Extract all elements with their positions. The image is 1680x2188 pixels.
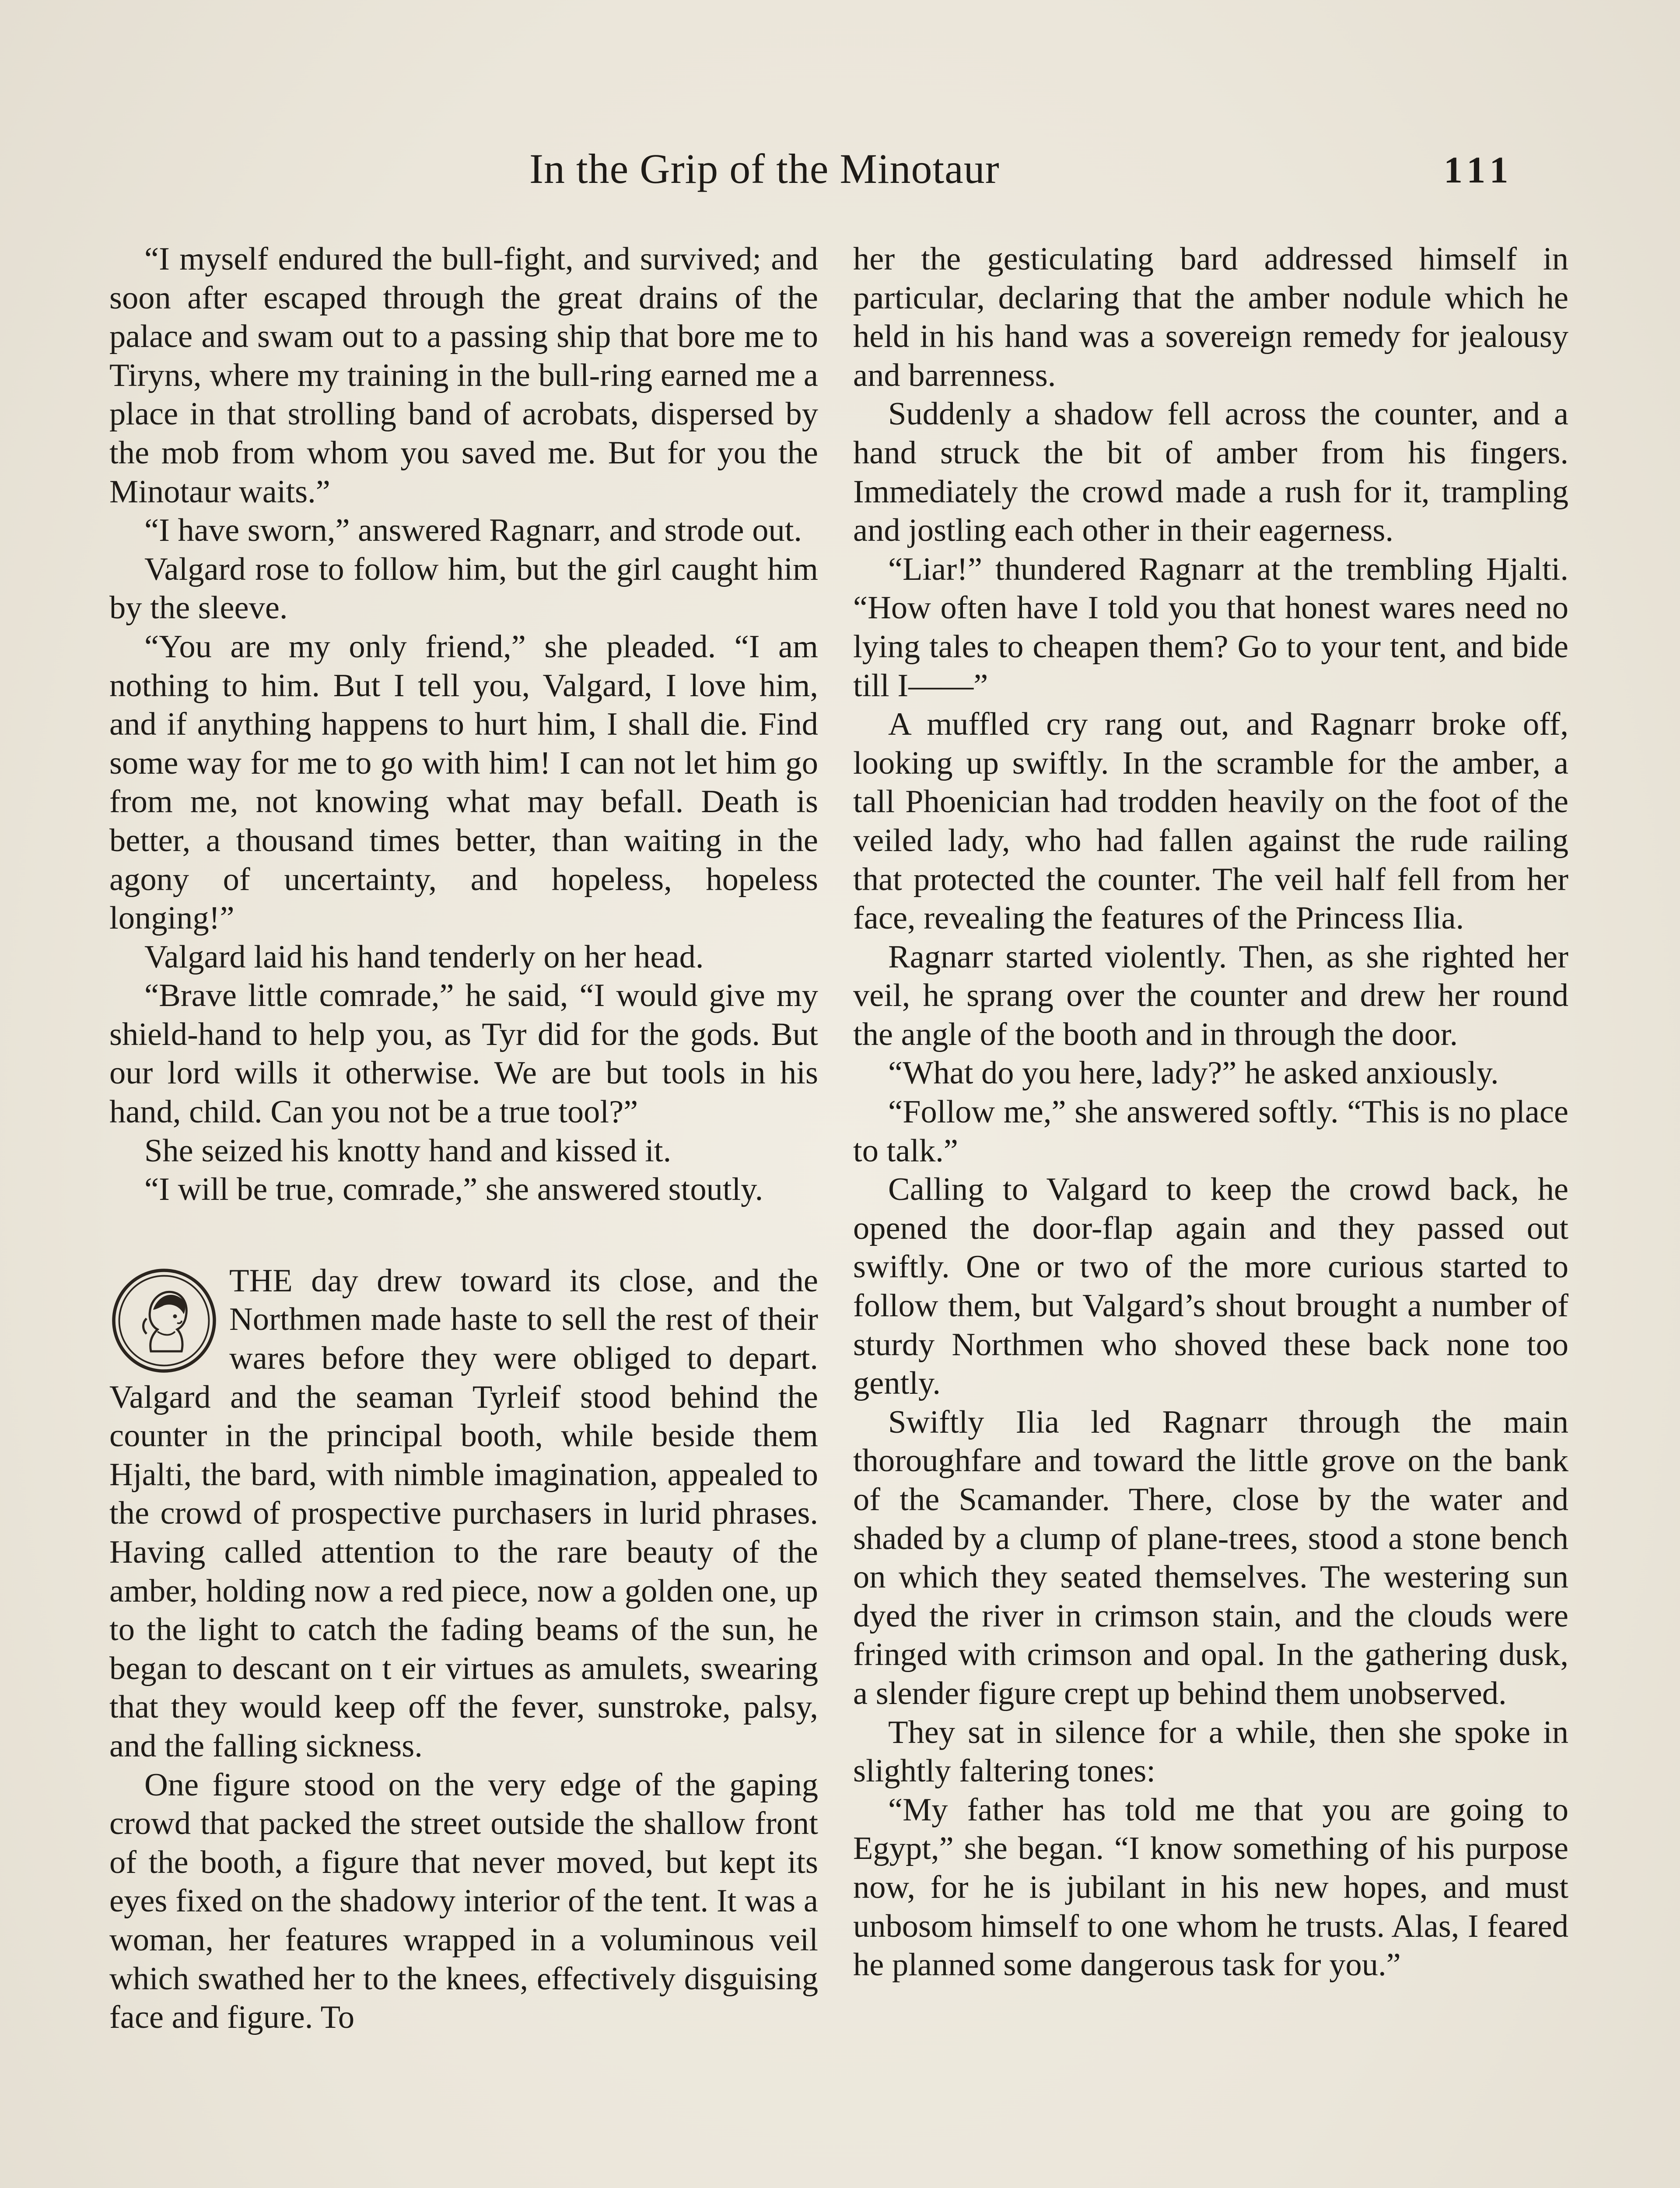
- paragraph: “I myself endured the bull-fight, and survived; and soon after escaped through the great drains of the palace and swam out to a passing ship that bore me to Tiryns, where my training in the bull-ring earned me a place in that strolling band of acrobats, dispersed by the mob from whom you saved me. But for you the Minotaur waits.”: [109, 241, 818, 510]
- paragraph: “Brave little comrade,” he said, “I would give my shield-hand to help you, as Tyr did for the gods. But our lord wills it otherwise. We are but tools in his hand, child. Can you not be a true tool?”: [109, 978, 818, 1130]
- paragraph: Valgard rose to follow him, but the girl caught him by the sleeve.: [109, 551, 818, 626]
- dropcap-section: [109, 1262, 818, 1766]
- paragraph: “Follow me,” she answered softly. “This is no place to talk.”: [853, 1094, 1568, 1169]
- paragraph: She seized his knotty hand and kissed it.: [144, 1133, 672, 1169]
- cameo-head-ornament-icon: [109, 1266, 219, 1375]
- dropcap-paragraph: THE day drew toward its close, and the Northmen made haste to sell the rest of their wares before they were obliged to depart. Valgard and the seaman Tyrleif stood behind the counter in the principal booth, while beside them Hjalti, the bard, with nimble imagination, appealed to the crowd of prospective purchasers in lurid phrases. Having called attention to the rare beauty of the amber, holding now a red piece, now a golden one, up to the light to catch the fading beams of the sun, he began to descant on t eir virtues as amulets, swearing that they would keep off the fever, sunstroke, palsy, and the falling sickness.: [109, 1262, 818, 1764]
- paragraph-continuation: her the gesticulating bard addressed himself in particular, declaring that the amber nodule which he held in his hand was a sovereign remedy for jealousy and barrenness.: [853, 241, 1568, 393]
- paragraph: Swiftly Ilia led Ragnarr through the main thoroughfare and toward the little grove on the bank of the Scamander. There, close by the water and shaded by a clump of plane-trees, stood a stone bench on which they seated themselves. The westering sun dyed the river in crimson stain, and the clouds were fringed with crimson and opal. In the gathering dusk, a slender figure crept up behind them unobserved.: [853, 1404, 1568, 1711]
- paragraph: Valgard laid his hand tenderly on her head.: [144, 939, 704, 975]
- paragraph: “What do you here, lady?” he asked anxiously.: [888, 1055, 1499, 1091]
- paragraph: Ragnarr started violently. Then, as she righted her veil, he sprang over the counter and drew her round the angle of the booth and in through the door.: [853, 939, 1568, 1052]
- paragraph: One figure stood on the very edge of the gaping crowd that packed the street outside the shallow front of the booth, a figure that never moved, but kept its eyes fixed on the shadowy interior of the tent. It was a woman, her features wrapped in a voluminous veil which swathed her to the knees, effectively disguising face and figure. To: [109, 1767, 818, 2036]
- paragraph: They sat in silence for a while, then she spoke in slightly faltering tones:: [853, 1714, 1568, 1789]
- paragraph: “I will be true, comrade,” she answered stoutly.: [144, 1171, 763, 1208]
- paragraph: “I have sworn,” answered Ragnarr, and strode out.: [144, 512, 802, 549]
- paragraph: A muffled cry rang out, and Ragnarr broke off, looking up swiftly. In the scramble for the amber, a tall Phoenician had trodden heavily on the foot of the veiled lady, who had fallen against the rude railing that protected the counter. The veil half fell from her face, revealing the features of the Princess Ilia.: [853, 706, 1568, 936]
- running-head: In the Grip of the Minotaur: [529, 145, 1000, 192]
- paragraph: Calling to Valgard to keep the crowd back, he opened the door-flap again and they passed out swiftly. One or two of the more curious started to follow them, but Valgard’s shout brought a number of sturdy Northmen who shoved these back none too gently.: [853, 1171, 1568, 1402]
- page-header: [0, 144, 1680, 201]
- page-number: 111: [1444, 149, 1515, 191]
- paragraph: “My father has told me that you are going to Egypt,” she began. “I know something of his purpose now, for he is jubilant in his new hopes, and must unbosom himself to one whom he trusts. Alas, I feared he planned some dangerous task for you.”: [853, 1792, 1568, 1983]
- right-column: [853, 240, 1568, 1985]
- left-column: [109, 240, 818, 2037]
- paragraph: Suddenly a shadow fell across the counter, and a hand struck the bit of amber from his fingers. Immediately the crowd made a rush for it, trampling and jostling each other in their eagerness.: [853, 396, 1568, 549]
- paragraph: “You are my only friend,” she pleaded. “I am nothing to him. But I tell you, Valgard, I love him, and if anything happens to hurt him, I shall die. Find some way for me to go with him! I can not let him go from me, not knowing what may befall. Death is better, a thousand times better, than waiting in the agony of uncertainty, and hopeless, hopeless longing!”: [109, 628, 818, 936]
- section-break: [109, 1209, 818, 1262]
- paragraph: “Liar!” thundered Ragnarr at the trembling Hjalti. “How often have I told you that honest wares need no lying tales to cheapen them? Go to your tent, and bide till I——”: [853, 551, 1568, 704]
